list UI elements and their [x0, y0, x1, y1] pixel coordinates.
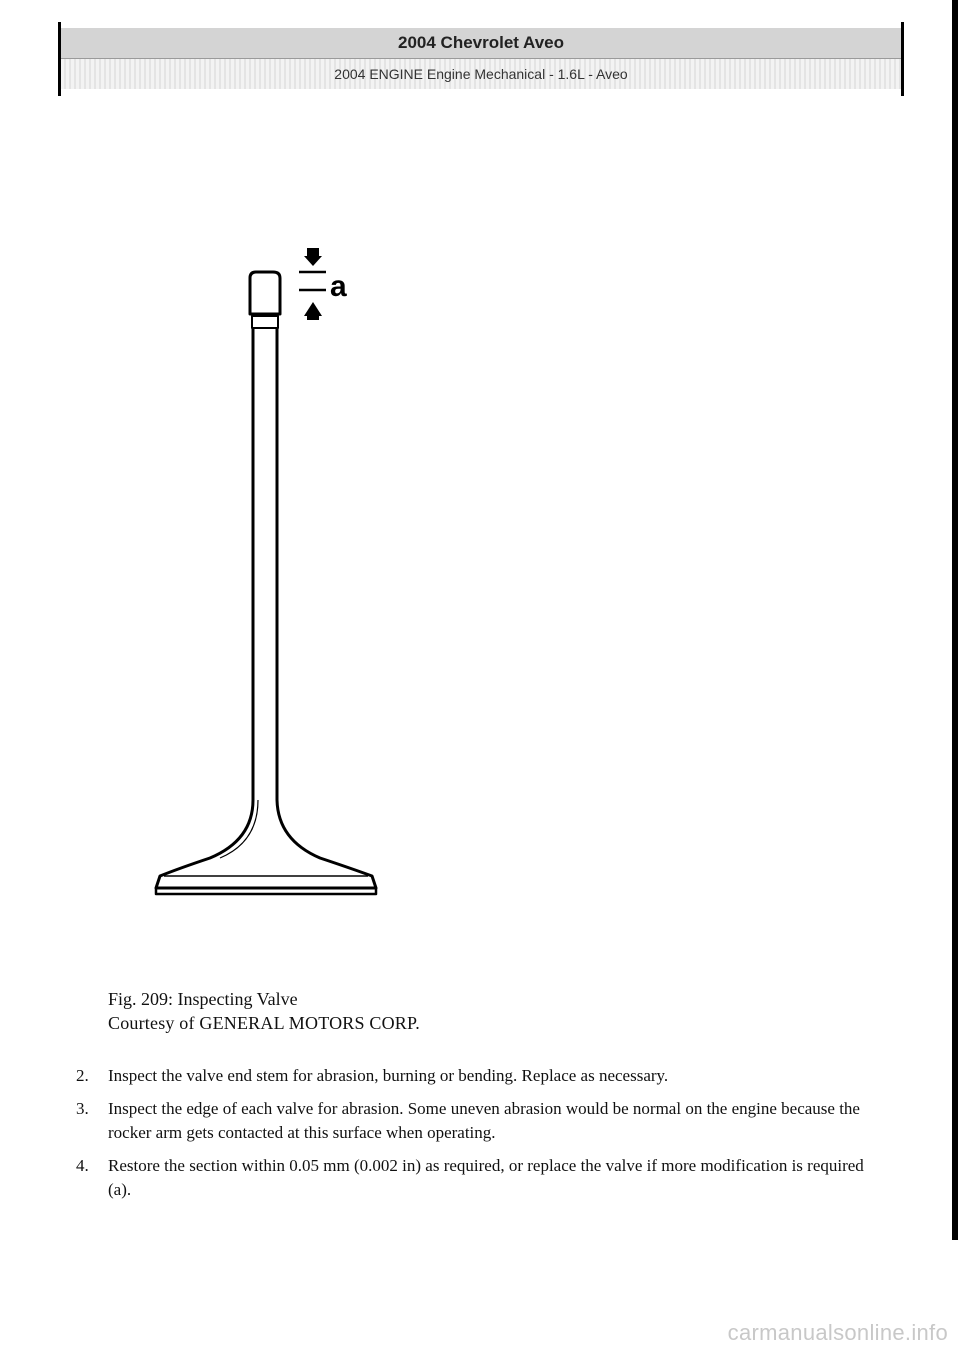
- header-right-rule: [901, 22, 904, 96]
- dimension-label: a: [330, 270, 347, 303]
- step-text: Inspect the valve end stem for abrasion, burning or bending. Replace as necessary.: [108, 1066, 669, 1085]
- watermark: carmanualsonline.info: [727, 1320, 948, 1345]
- step-number: 2.: [76, 1066, 89, 1085]
- dimension-marker: [299, 248, 326, 320]
- procedure-steps: [76, 1064, 886, 1211]
- valve-tip: [250, 272, 280, 314]
- document-header: [61, 28, 901, 92]
- document-subtitle: 2004 ENGINE Engine Mechanical - 1.6L - Aveo: [61, 59, 901, 89]
- caption-credit: Courtesy of GENERAL MOTORS CORP.: [108, 1013, 420, 1033]
- figure-caption: [108, 987, 420, 1035]
- page-right-edge: [952, 0, 958, 1240]
- list-item: [76, 1097, 886, 1145]
- document-title: 2004 Chevrolet Aveo: [61, 28, 901, 59]
- step-text: Inspect the edge of each valve for abrasion. Some uneven abrasion would be normal on the engine because the rocker arm gets contacted at this surface when operating.: [108, 1099, 860, 1142]
- step-number: 4.: [76, 1156, 89, 1175]
- step-text: Restore the section within 0.05 mm (0.002 in) as required, or replace the valve if more modification is required (a).: [108, 1156, 864, 1199]
- step-number: 3.: [76, 1099, 89, 1118]
- valve-illustration: [140, 240, 380, 900]
- caption-title: Fig. 209: Inspecting Valve: [108, 989, 298, 1009]
- keeper-groove: [252, 316, 278, 328]
- valve-stem: [156, 328, 376, 888]
- list-item: [76, 1154, 886, 1202]
- list-item: [76, 1064, 886, 1088]
